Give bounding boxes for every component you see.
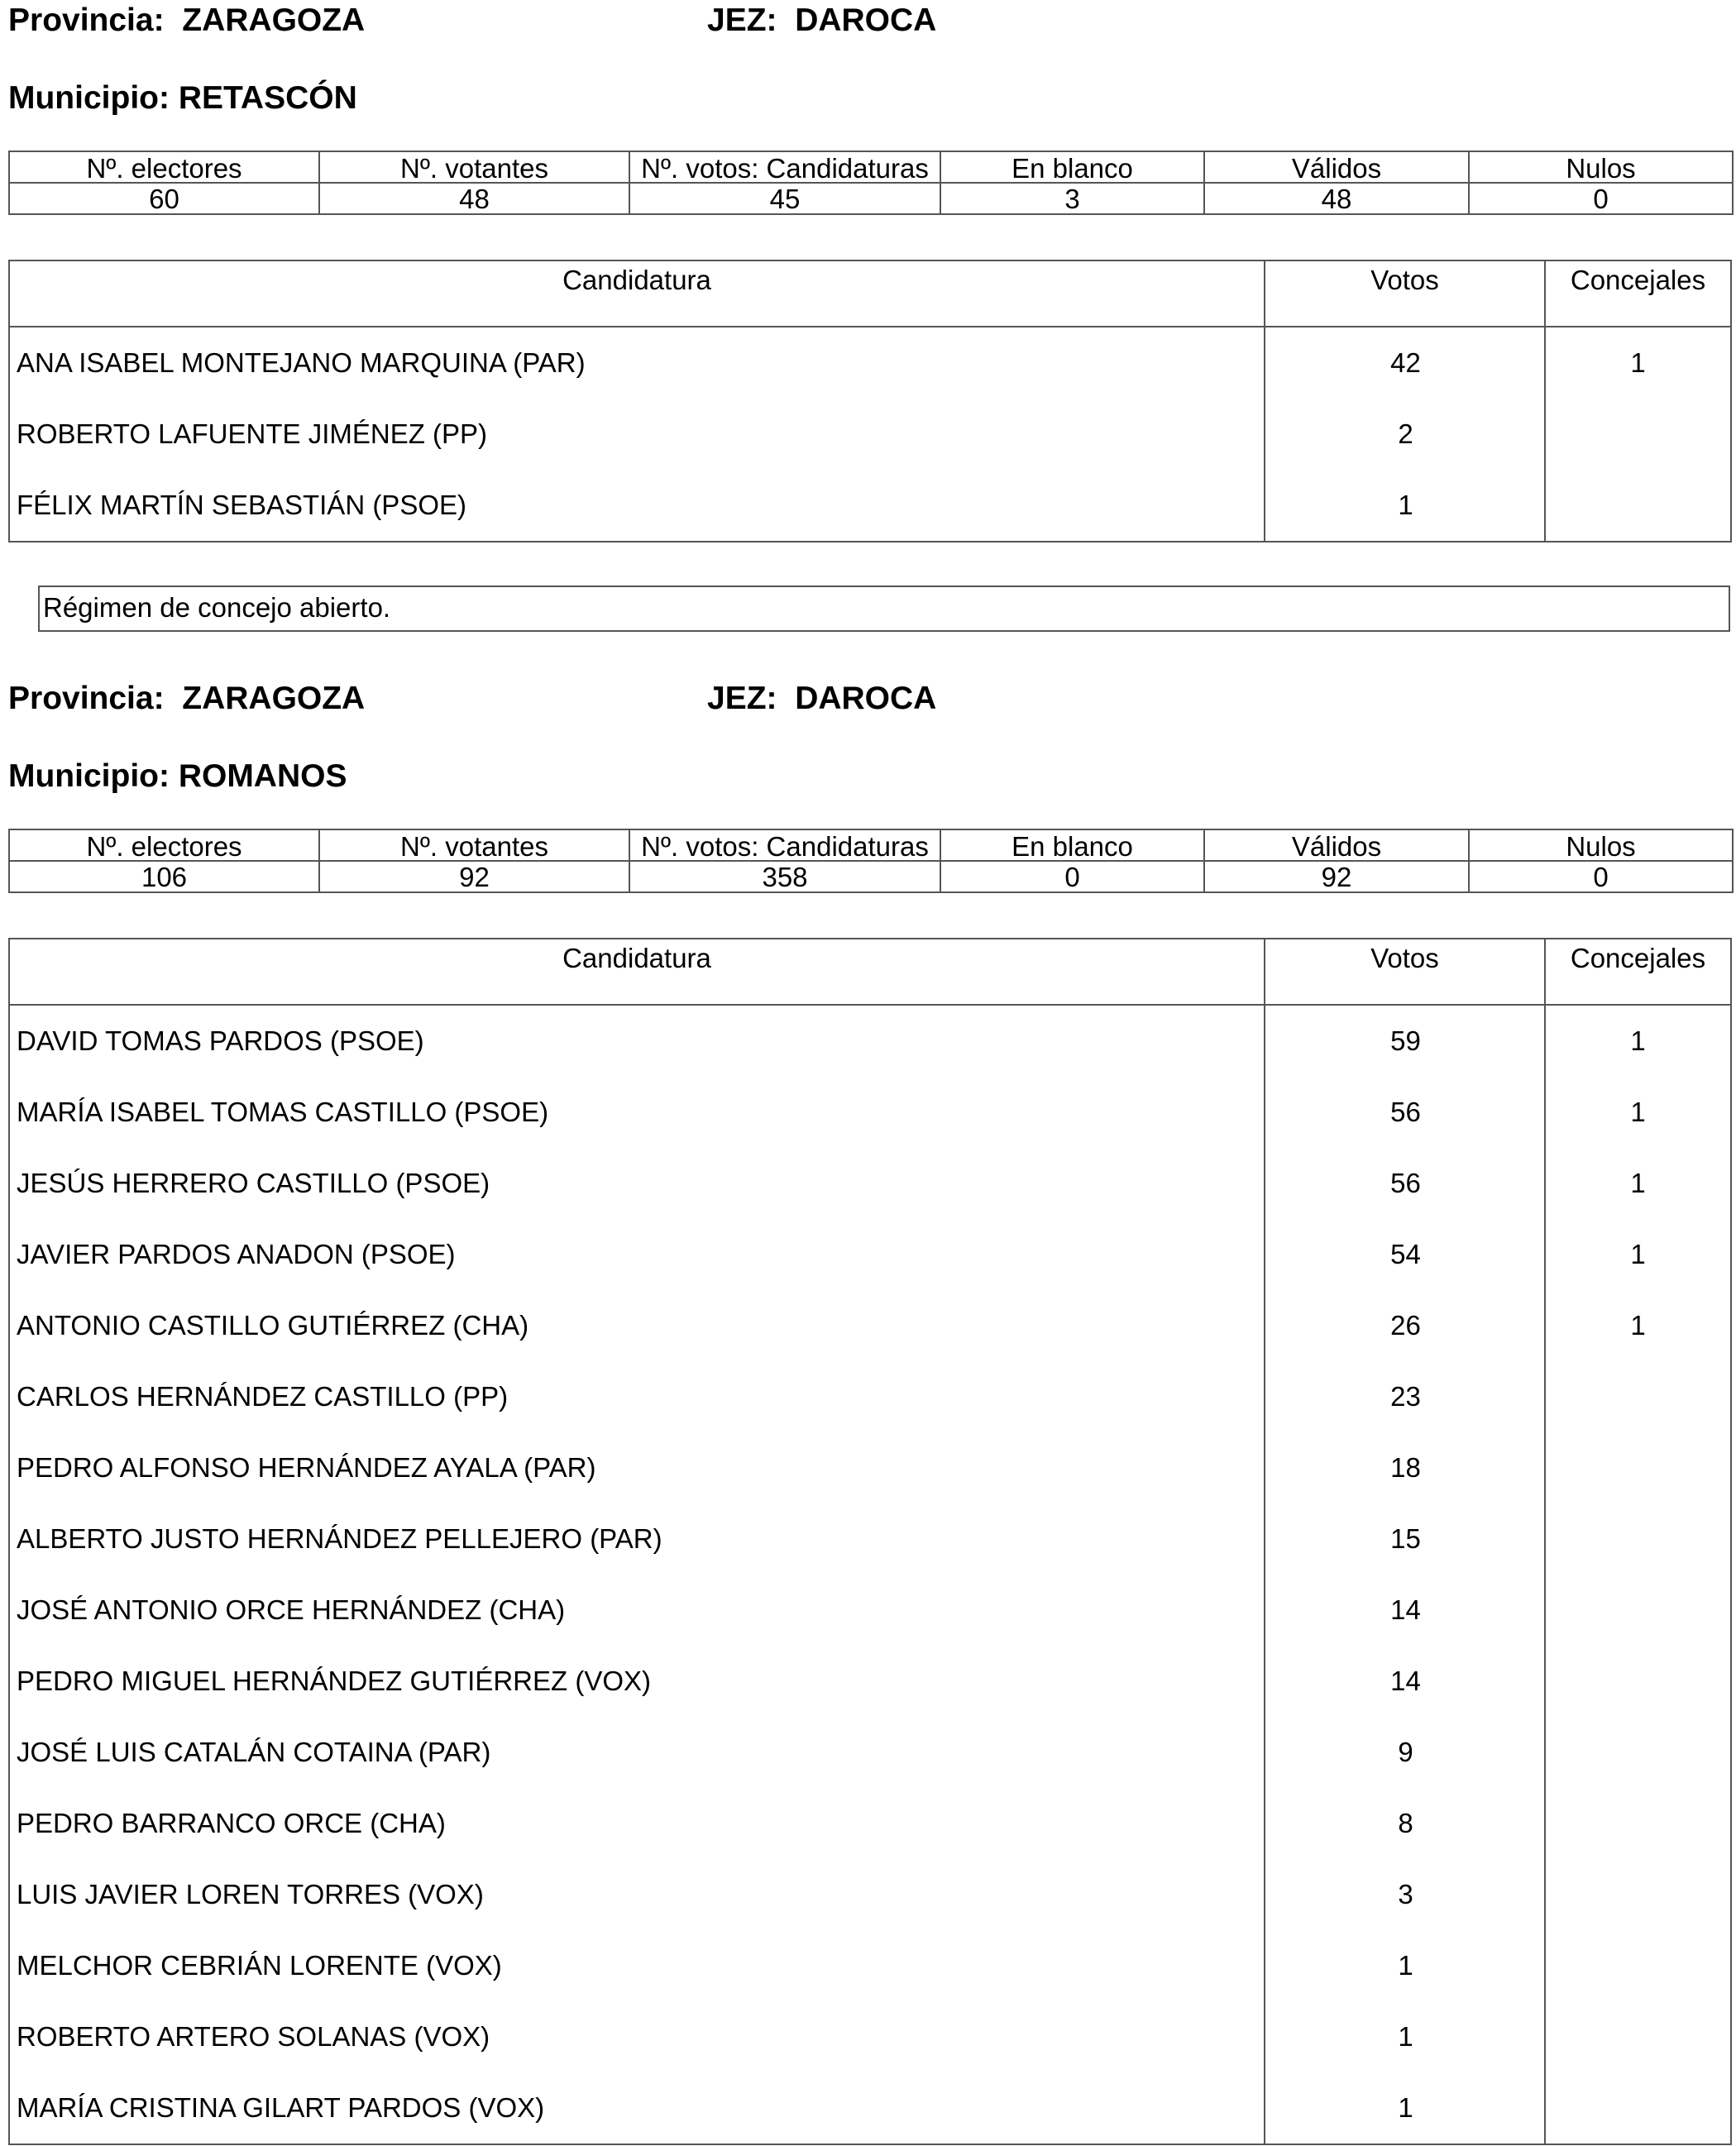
candidate-name: MARÍA CRISTINA GILART PARDOS (VOX) xyxy=(17,2092,545,2123)
stats-value: 106 xyxy=(9,861,319,892)
candidate-name: FÉLIX MARTÍN SEBASTIÁN (PSOE) xyxy=(17,490,467,520)
stats-header: Nulos xyxy=(1469,829,1733,861)
jez-value: DAROCA xyxy=(795,2,937,38)
stats-value-row xyxy=(9,183,1733,214)
candidatura-header: Candidatura xyxy=(10,261,1265,326)
stats-header: Válidos xyxy=(1204,151,1469,183)
candidate-row xyxy=(10,1077,1730,1148)
candidate-row xyxy=(10,1290,1730,1361)
candidates-body xyxy=(10,1006,1730,2144)
candidate-row xyxy=(10,399,1730,470)
candidate-seats: 1 xyxy=(1630,347,1646,378)
stats-value: 358 xyxy=(629,861,940,892)
candidate-votes: 26 xyxy=(1390,1310,1421,1341)
stats-value-row xyxy=(9,861,1733,892)
candidate-votes: 1 xyxy=(1398,2092,1413,2123)
stats-value: 60 xyxy=(9,183,319,214)
candidate-seats: 1 xyxy=(1630,1310,1646,1341)
provincia-value: ZARAGOZA xyxy=(182,2,366,38)
stats-header: En blanco xyxy=(940,151,1204,183)
candidate-row xyxy=(10,1503,1730,1575)
candidate-name: ANTONIO CASTILLO GUTIÉRREZ (CHA) xyxy=(17,1310,529,1341)
candidate-votes: 14 xyxy=(1390,1594,1421,1625)
stats-table xyxy=(8,151,1734,215)
jez-label: JEZ: xyxy=(707,2,777,38)
candidate-name: MELCHOR CEBRIÁN LORENTE (VOX) xyxy=(17,1950,502,1981)
candidates-body xyxy=(10,327,1730,541)
municipio-value: ROMANOS xyxy=(178,758,347,794)
concejales-header: Concejales xyxy=(1570,265,1706,295)
stats-table xyxy=(8,829,1734,893)
stats-header: Nº. votantes xyxy=(319,151,629,183)
municipio-label: Municipio: xyxy=(8,758,170,794)
candidate-votes: 23 xyxy=(1390,1381,1421,1412)
candidate-name: JESÚS HERRERO CASTILLO (PSOE) xyxy=(17,1168,490,1198)
candidate-row xyxy=(10,2072,1730,2144)
provincia-label: Provincia: xyxy=(8,681,165,716)
candidate-name: ANA ISABEL MONTEJANO MARQUINA (PAR) xyxy=(17,347,586,378)
candidate-name: ROBERTO ARTERO SOLANAS (VOX) xyxy=(17,2021,490,2052)
candidate-name: ROBERTO LAFUENTE JIMÉNEZ (PP) xyxy=(17,418,488,449)
candidate-votes: 2 xyxy=(1398,418,1413,449)
candidates-header-row xyxy=(10,939,1730,1006)
stats-value: 0 xyxy=(1469,861,1733,892)
candidate-row xyxy=(10,1361,1730,1432)
candidate-name: CARLOS HERNÁNDEZ CASTILLO (PP) xyxy=(17,1381,509,1412)
candidate-votes: 8 xyxy=(1398,1808,1413,1838)
candidate-row xyxy=(10,470,1730,541)
stats-header: Nº. votos: Candidaturas xyxy=(629,151,940,183)
candidate-row xyxy=(10,327,1730,399)
candidate-row xyxy=(10,1219,1730,1290)
candidate-name: JOSÉ ANTONIO ORCE HERNÁNDEZ (CHA) xyxy=(17,1594,566,1625)
municipio-value: RETASCÓN xyxy=(178,80,357,116)
candidate-votes: 56 xyxy=(1390,1097,1421,1127)
stats-header: Nº. votos: Candidaturas xyxy=(629,829,940,861)
provincia-label: Provincia: xyxy=(8,2,165,38)
candidate-row xyxy=(10,1148,1730,1219)
stats-value: 48 xyxy=(1204,183,1469,214)
municipio-header xyxy=(8,82,357,114)
candidate-votes: 1 xyxy=(1398,2021,1413,2052)
candidate-votes: 42 xyxy=(1390,347,1421,378)
candidate-votes: 15 xyxy=(1390,1523,1421,1554)
stats-value: 3 xyxy=(940,183,1204,214)
candidate-row xyxy=(10,1859,1730,1930)
candidate-row xyxy=(10,1432,1730,1503)
candidate-name: PEDRO BARRANCO ORCE (CHA) xyxy=(17,1808,446,1838)
candidate-votes: 3 xyxy=(1398,1879,1413,1909)
stats-value: 45 xyxy=(629,183,940,214)
candidatura-header: Candidatura xyxy=(10,939,1265,1004)
stats-header-row xyxy=(9,829,1733,861)
candidate-votes: 1 xyxy=(1398,1950,1413,1981)
candidate-seats: 1 xyxy=(1630,1239,1646,1269)
jez-label: JEZ: xyxy=(707,681,777,716)
candidate-votes: 59 xyxy=(1390,1025,1421,1056)
stats-value: 0 xyxy=(940,861,1204,892)
jez-header xyxy=(707,682,936,715)
candidate-votes: 14 xyxy=(1390,1666,1421,1696)
candidate-row xyxy=(10,1788,1730,1859)
candidate-votes: 54 xyxy=(1390,1239,1421,1269)
candidate-name: LUIS JAVIER LOREN TORRES (VOX) xyxy=(17,1879,484,1909)
candidate-name: ALBERTO JUSTO HERNÁNDEZ PELLEJERO (PAR) xyxy=(17,1523,662,1554)
municipio-label: Municipio: xyxy=(8,80,170,116)
stats-value: 48 xyxy=(319,183,629,214)
candidate-row xyxy=(10,1930,1730,2001)
candidate-votes: 18 xyxy=(1390,1452,1421,1483)
jez-value: DAROCA xyxy=(795,681,937,716)
stats-header: Nº. votantes xyxy=(319,829,629,861)
stats-header: Válidos xyxy=(1204,829,1469,861)
stats-header: Nº. electores xyxy=(9,151,319,183)
stats-header: Nulos xyxy=(1469,151,1733,183)
municipio-header xyxy=(8,760,347,792)
candidate-votes: 1 xyxy=(1398,490,1413,520)
jez-header xyxy=(707,4,936,36)
regime-note: Régimen de concejo abierto. xyxy=(38,585,1730,632)
candidate-row xyxy=(10,1575,1730,1646)
stats-header-row xyxy=(9,151,1733,183)
votos-header: Votos xyxy=(1265,261,1546,326)
candidate-name: DAVID TOMAS PARDOS (PSOE) xyxy=(17,1025,424,1056)
provincia-header xyxy=(8,682,365,715)
provincia-header xyxy=(8,4,365,36)
candidate-seats: 1 xyxy=(1630,1168,1646,1198)
candidate-votes: 9 xyxy=(1398,1737,1413,1767)
concejales-header: Concejales xyxy=(1570,943,1706,973)
candidate-row xyxy=(10,1646,1730,1717)
candidate-name: PEDRO MIGUEL HERNÁNDEZ GUTIÉRREZ (VOX) xyxy=(17,1666,652,1696)
stats-value: 92 xyxy=(319,861,629,892)
candidates-table xyxy=(8,260,1732,542)
stats-header: En blanco xyxy=(940,829,1204,861)
candidate-row xyxy=(10,1717,1730,1788)
candidate-name: PEDRO ALFONSO HERNÁNDEZ AYALA (PAR) xyxy=(17,1452,596,1483)
stats-value: 0 xyxy=(1469,183,1733,214)
candidates-table xyxy=(8,938,1732,2145)
candidate-name: JOSÉ LUIS CATALÁN COTAINA (PAR) xyxy=(17,1737,491,1767)
candidates-header-row xyxy=(10,261,1730,327)
provincia-value: ZARAGOZA xyxy=(182,681,366,716)
votos-header: Votos xyxy=(1265,939,1546,1004)
candidate-seats: 1 xyxy=(1630,1025,1646,1056)
stats-value: 92 xyxy=(1204,861,1469,892)
candidate-votes: 56 xyxy=(1390,1168,1421,1198)
candidate-row xyxy=(10,2001,1730,2072)
candidate-name: JAVIER PARDOS ANADON (PSOE) xyxy=(17,1239,456,1269)
candidate-name: MARÍA ISABEL TOMAS CASTILLO (PSOE) xyxy=(17,1097,549,1127)
candidate-seats: 1 xyxy=(1630,1097,1646,1127)
candidate-row xyxy=(10,1006,1730,1077)
stats-header: Nº. electores xyxy=(9,829,319,861)
